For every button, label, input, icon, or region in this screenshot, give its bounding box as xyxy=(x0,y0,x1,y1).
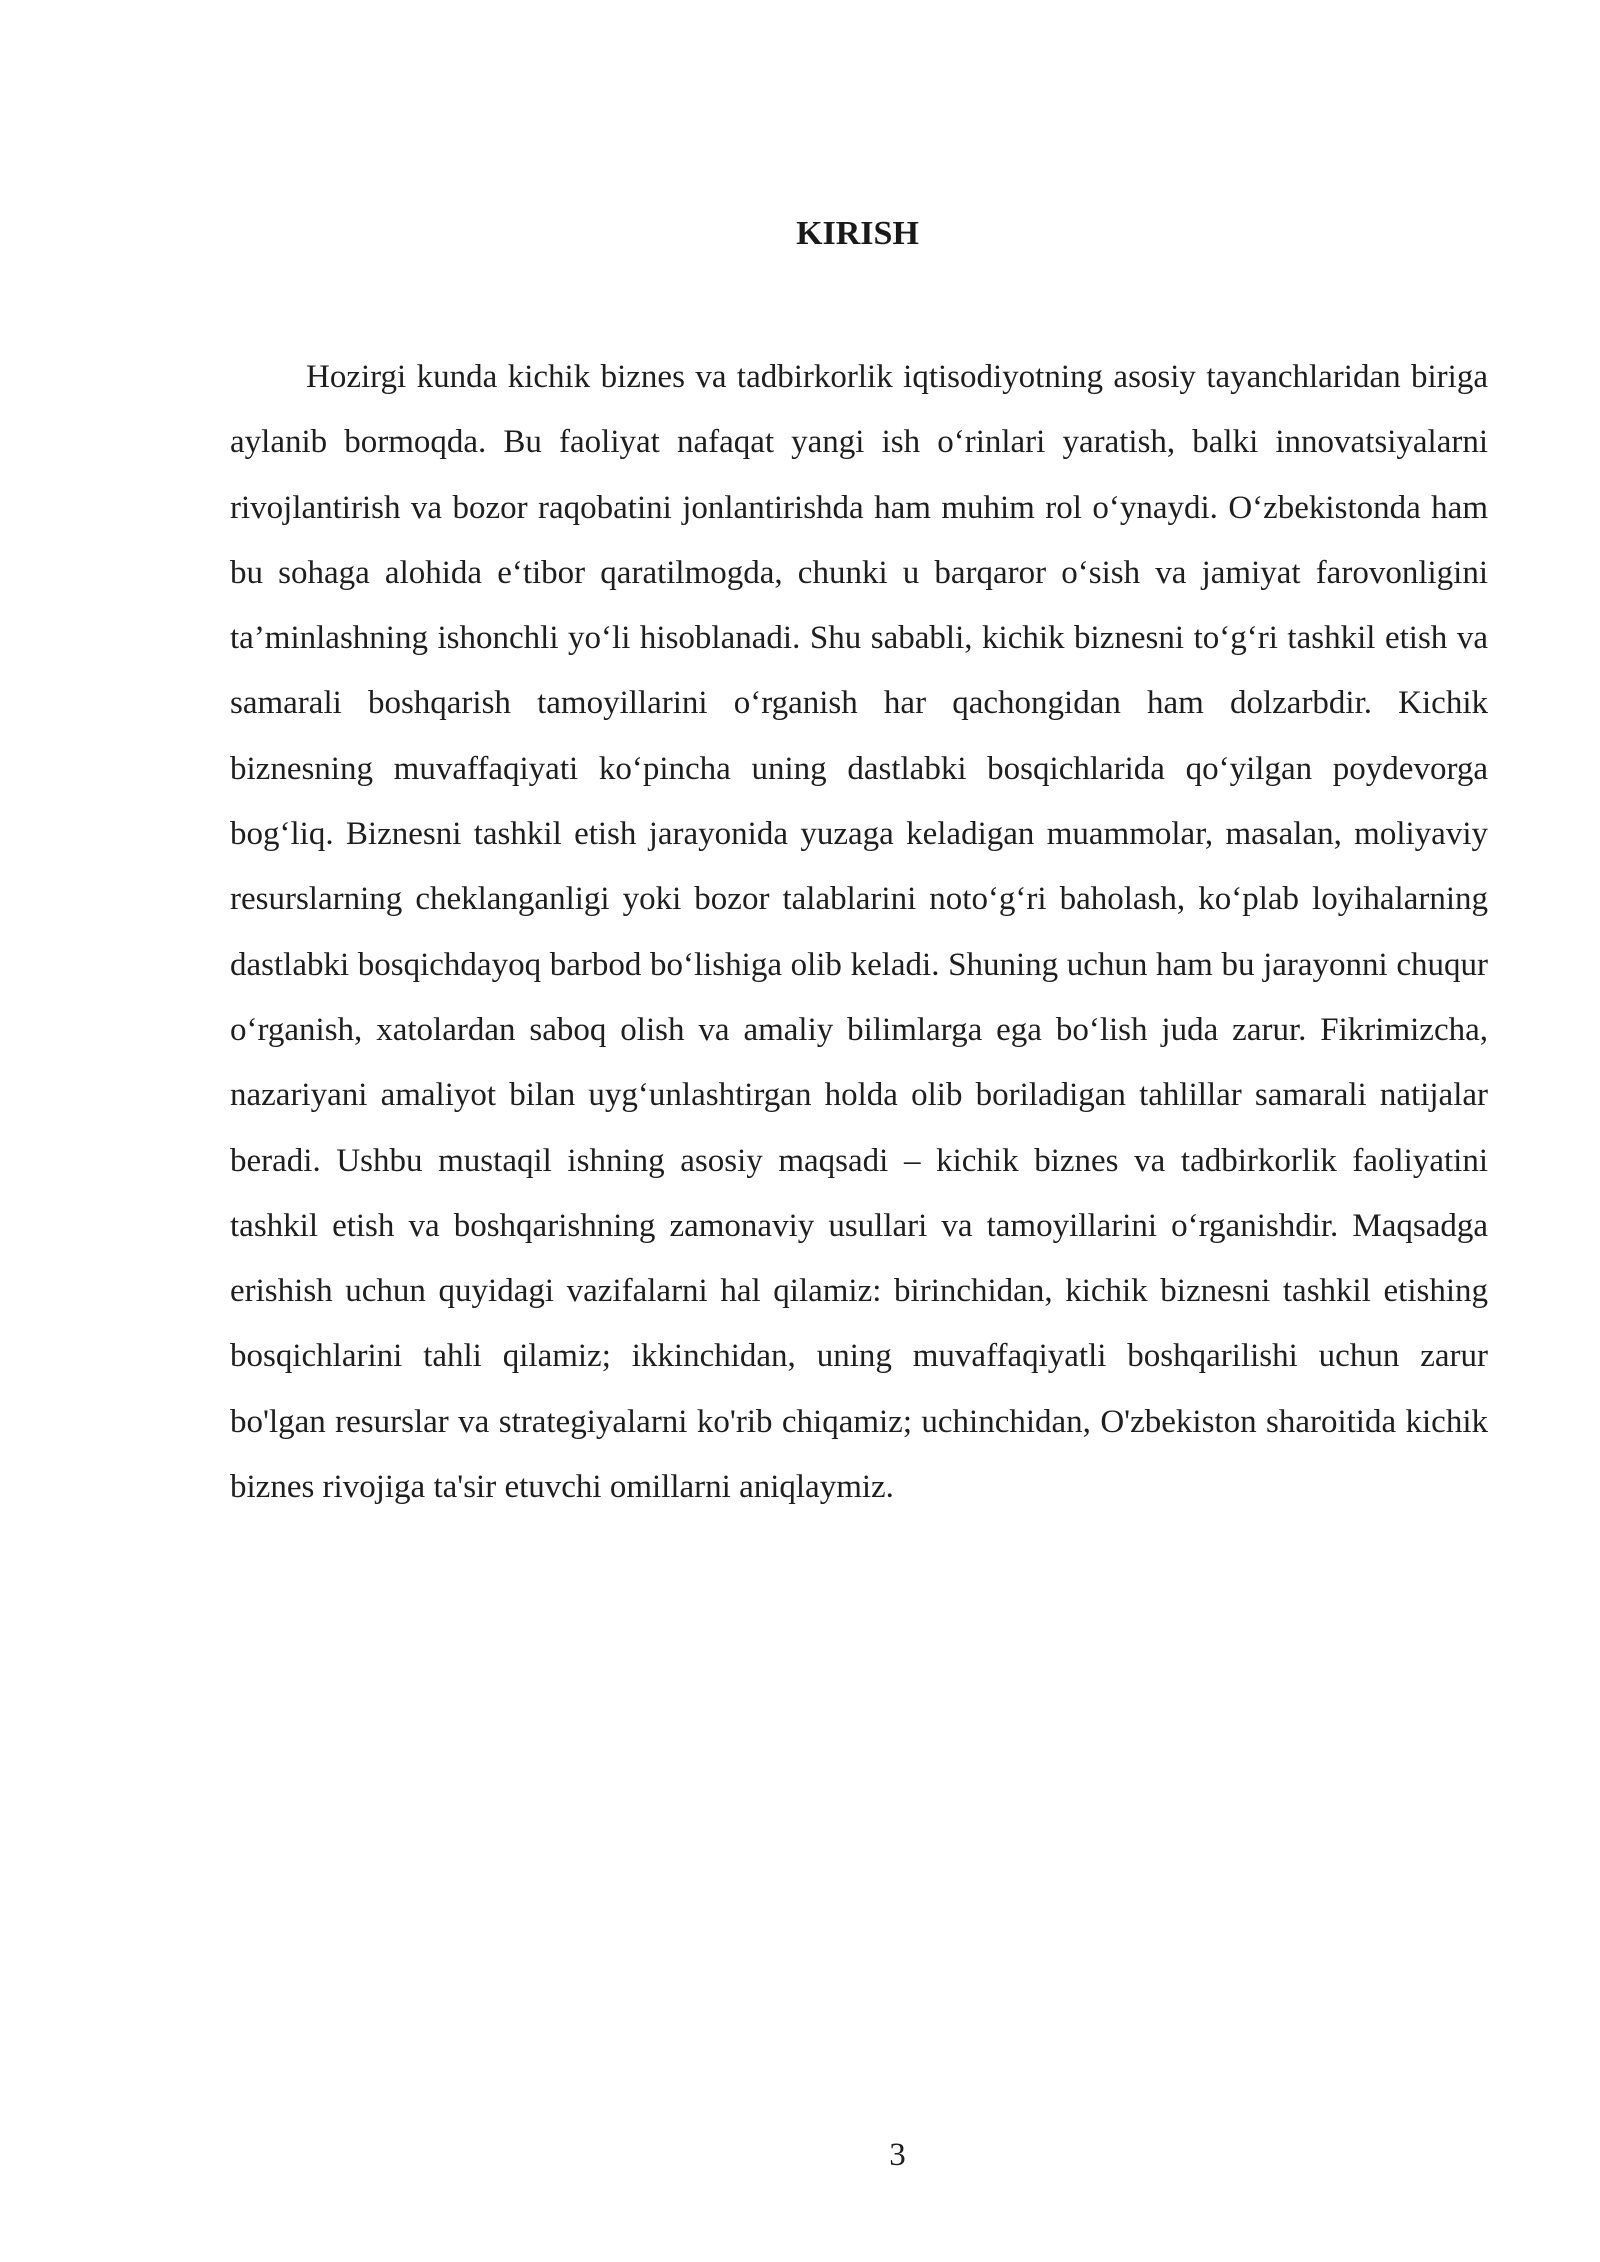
page-number: 3 xyxy=(889,2137,906,2173)
body-paragraph: Hozirgi kunda kichik biznes va tadbirkorlik iqtisodiyotning asosiy tayanchlaridan biriga aylanib bormoqda. Bu faoliyat nafaqat yangi ish o‘rinlari yaratish, balki innovatsiyalarni rivojlantirish va bozor raqobatini jonlantirishda ham muhim rol o‘ynaydi. O‘zbekistonda ham bu sohaga alohida e‘tibor qaratilmogda, chunki u barqaror o‘sish va jamiyat farovonligini ta’minlashning ishonchli yo‘li hisoblanadi. Shu sababli, kichik biznesni to‘g‘ri tashkil etish va samarali boshqarish tamoyillarini o‘rganish har qachongidan ham dolzarbdir. Kichik biznesning muvaffaqiyati ko‘pincha uning dastlabki bosqichlarida qo‘yilgan poydevorga bog‘liq. Biznesni tashkil etish jarayonida yuzaga keladigan muammolar, masalan, moliyaviy resurslarning cheklanganligi yoki bozor talablarini noto‘g‘ri baholash, ko‘plab loyihalarning dastlabki bosqichdayoq barbod bo‘lishiga olib keladi. Shuning uchun ham bu jarayonni chuqur o‘rganish, xatolardan saboq olish va amaliy bilimlarga ega bo‘lish juda zarur. Fikrimizcha, nazariyani amaliyot bilan uyg‘unlashtirgan holda olib boriladigan tahlillar samarali natijalar beradi. Ushbu mustaqil ishning asosiy maqsadi – kichik biznes va tadbirkorlik faoliyatini tashkil etish va boshqarishning zamonaviy usullari va tamoyillarini o‘rganishdir. Maqsadga erishish uchun quyidagi vazifalarni hal qilamiz: birinchidan, kichik biznesni tashkil etishing bosqichlarini tahli qilamiz; ikkinchidan, uning muvaffaqiyatli boshqarilishi uchun zarur bo'lgan resurslar va strategiyalarni ko'rib chiqamiz; uchinchidan, O'zbekiston sharoitida kichik biznes rivojiga ta'sir etuvchi omillarni aniqlaymiz. xyxy=(230,359,1488,1506)
page-title: KIRISH xyxy=(796,215,919,252)
